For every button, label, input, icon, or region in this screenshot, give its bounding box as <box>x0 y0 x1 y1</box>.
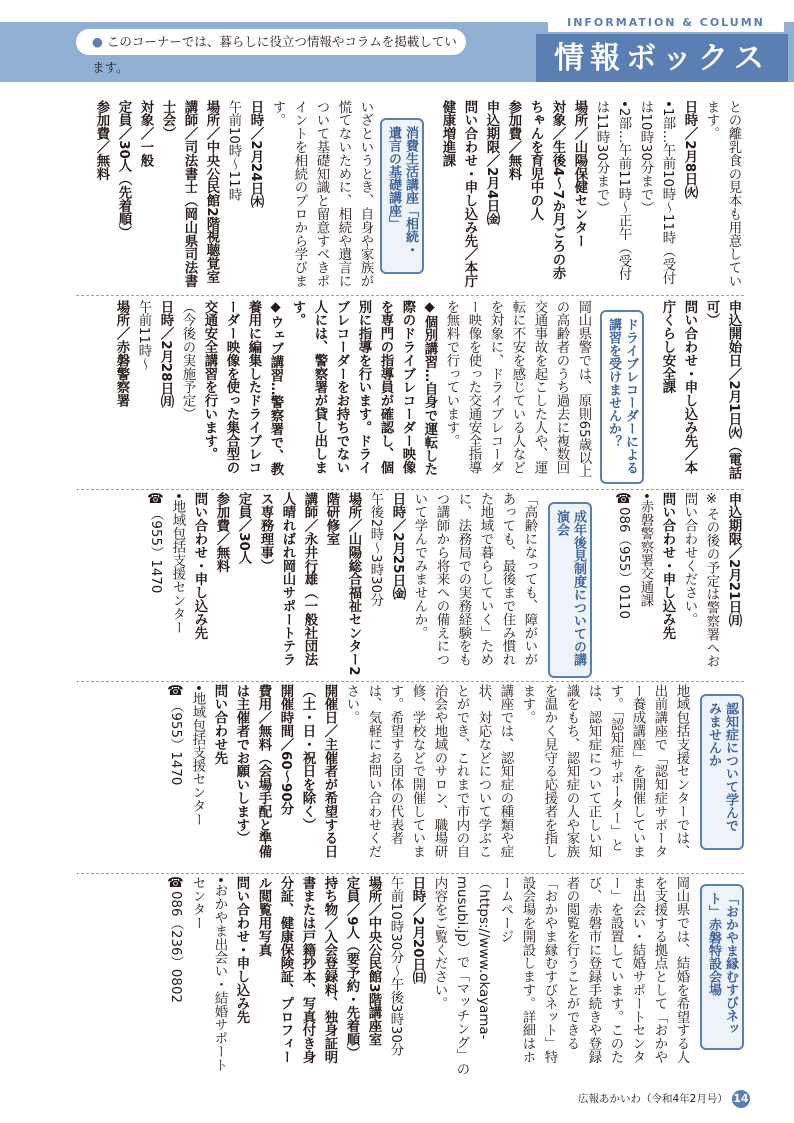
publication-name: 広報あかいわ（令和4年2月号） <box>578 1093 728 1105</box>
body-line: 地域包括支援センターでは、出前講座で「認知症サポーター養成講座」を開催しています。「認知症サポーター」とは、認知症について正しい知識をもち、認知症の人や家族を温かく見守る応援者を指します。 <box>520 684 689 859</box>
divider <box>76 295 744 296</box>
body-line: 開催時間／60〜90分 <box>278 684 293 816</box>
cont-line: との離乳食の見本も用意しています。 <box>704 100 741 288</box>
cont-line: 問い合わせ・申し込み先／本庁くらし安全課 <box>660 300 697 475</box>
body-line: 日時／2月24日㈭ <box>248 100 263 209</box>
band-dementia <box>76 684 744 870</box>
body-line: 定員／30人（先着順） <box>116 100 131 240</box>
section-label-guardian: 成年後見制度についての講演会 <box>548 502 592 678</box>
body-line: 参加費／無料 <box>214 492 229 573</box>
body-line: 日時／2月25日㈮ <box>390 492 405 601</box>
consumer-body <box>76 100 376 290</box>
body-line: ☎086（236）0802 <box>168 876 183 1003</box>
dementia-body <box>76 684 692 870</box>
band-drive <box>76 300 744 486</box>
body-line: 問い合わせ・申し込み先 <box>192 492 207 640</box>
divider <box>76 681 744 682</box>
cont-line: 問い合わせ・申し込み先／本庁健康増進課 <box>440 100 477 288</box>
body-line: 開催日／主催者が希望する日（土・日・祝日を除く） <box>300 684 337 859</box>
body-line: （今後の実施予定） <box>180 300 195 421</box>
drive-body <box>76 300 594 486</box>
body-line: ☎（955）1470 <box>168 684 183 786</box>
band-consumer <box>76 100 744 290</box>
body-line: いざというとき、自身や家族が慌てないために、相続や遺言について基礎知識と留意すべきポイントを相続のプロから学びます。 <box>270 100 373 288</box>
cont-line: 日時／2月8日㈫ <box>682 100 697 200</box>
continued-baby-food <box>424 100 744 290</box>
page-header <box>0 0 794 96</box>
body-line: 日時／2月20日㈰ <box>410 876 425 985</box>
marriage-body <box>76 876 692 1076</box>
cont-line: 場所／山陽保健センター <box>572 100 587 248</box>
body-line: 持ち物／入会登録料、独身証明書または戸籍抄本、写真付き身分証、健康保険証、プロフィール閲覧用写真 <box>256 876 337 1064</box>
body-line: •おかやま出会い・結婚サポートセンター <box>190 876 227 1072</box>
cont-line: 問い合わせ・申し込み先 <box>660 492 675 640</box>
divider <box>76 489 744 490</box>
body-line: 場所／中央公民館2階視聴覚室 <box>204 100 219 284</box>
body-line: •地域包括支援センター <box>170 492 185 634</box>
intro-pill <box>76 29 466 75</box>
body-line: 「高齢になっても、障がいがあっても、最後まで住み慣れた地域で暮らしていく」ために、法務局での実務経験をもつ講師から将来への備えについて学んでみませんか。 <box>412 492 537 667</box>
body-line: 午前10時30分〜午後3時30分 <box>388 876 403 1057</box>
cont-line: 申込期限／2月4日㈮ <box>484 100 499 226</box>
body-line: 日時／2月28日㈪ <box>158 300 173 409</box>
cont-line: 参加費／無料 <box>506 100 521 181</box>
body-line: 午前11時〜 <box>136 300 151 371</box>
guardian-body <box>76 492 540 678</box>
body-line: 講座では、認知症の種類や症状、対応などについて学ぶことができ、これまで市内の自治会や地域のサロン、職場研修、学校などで開催しています。希望する団体の代表者は、気軽にお問い合わせください。 <box>344 684 513 859</box>
body-line: 対象／一般 <box>138 100 153 167</box>
body-line: 場所／赤磐警察署 <box>114 300 129 408</box>
section-label-drive: ドライブレコーダーによる講習を受けませんか？ <box>600 310 644 484</box>
body-line: 岡山県警では、原則65歳以上の高齢者のうち過去に複数回交通事故を起こした人や、運転に不安を感じている人などを対象に、ドライブレコーダー映像を使った交通安全指導を無料で行っています。 <box>444 300 591 478</box>
body-line: 午後2時〜3時30分 <box>368 492 383 607</box>
continued-lecture <box>660 300 744 486</box>
body-line: 岡山県では、結婚を希望する人を支援する拠点として「おかやま出会い・結婚サポートセンター」を設置しています。このたび、赤磐市に登録手続きや登録者の閲覧を行うことができる「おかやま縁むすびネット」特設会場を開設します。詳細はホームページ（https://www.okayama-musubi.jp）で「マッチング」の内容をご覧ください。 <box>432 876 689 1076</box>
body-line: 場所／中央公民館3階講座室 <box>366 876 381 1047</box>
info-column-label: INFORMATION & COLUMN <box>548 14 784 32</box>
band-guardian <box>76 492 744 678</box>
body-line: ◆個別講習…自身で運転した際のドライブレコーダー映像を専門の指導員が確認し、個別に指導を行います。ドライブレコーダーをお持ちでない人には、警察署が貸し出します。 <box>290 300 437 476</box>
continued-drive <box>584 492 744 678</box>
body-line: ◆ウェブ講習…警察署で、教養用に編集したドライブレコーダー映像を使った集合型の交通安全講習を行います。 <box>202 300 283 476</box>
body-line: 問い合わせ・申し込み先 <box>234 876 249 1024</box>
cont-line: 申込期限／2月21日㈪ <box>726 492 741 628</box>
body-line: 定員／9人（要予約・先着順） <box>344 876 359 1060</box>
cont-line: 申込開始日／2月1日㈫（電話可） <box>704 300 741 480</box>
body-line: •地域包括支援センター <box>190 684 205 826</box>
cont-line: •1部…午前10時〜11時（受付は10時30分まで） <box>638 100 675 285</box>
body-line: ☎（955）1470 <box>148 492 163 594</box>
cont-line: •2部…午前11時〜正午（受付は11時30分まで） <box>594 100 631 281</box>
page-number: 14 <box>732 1090 750 1108</box>
body-line: 問い合わせ先 <box>212 684 227 765</box>
body-line: 場所／山陽総合福祉センター2階研修室 <box>324 492 361 676</box>
body-line: 午前10時〜11時 <box>226 100 241 202</box>
section-label-consumer: 消費生活講座「相続・遺言の基礎講座」 <box>380 118 424 274</box>
body-line: 講師／司法書士（岡山県司法書士会） <box>160 100 197 288</box>
section-label-marriage: 「おかやま縁むすびネット」赤磐特設会場 <box>700 884 744 1050</box>
cont-line: •赤磐警察署交通課 <box>638 492 653 608</box>
body-line: 参加費／無料 <box>94 100 109 181</box>
cont-line: ☎086（955）0110 <box>616 492 631 619</box>
body-line: 定員／30人 <box>236 492 251 565</box>
intro-text: このコーナーでは、暮らしに役立つ情報やコラムを掲載しています。 <box>92 34 457 75</box>
section-label-dementia: 認知症について学んでみませんか <box>700 694 744 850</box>
divider <box>76 873 744 874</box>
body-line: 講師／永井行雄（一般社団法人晴ればれ岡山サポートテラス専務理事） <box>258 492 317 667</box>
page-title: 情報ボックス <box>554 41 770 76</box>
band-marriage <box>76 876 744 1076</box>
cont-line: 対象／生後4〜7か月ごろの赤ちゃんを育児中の人 <box>528 100 565 280</box>
page-footer <box>578 1090 768 1110</box>
body-line: 費用／無料（会場手配と準備は主催者でお願いします） <box>234 684 271 859</box>
bullet-icon: ● <box>92 34 103 49</box>
cont-line: ※その後の予定は警察署へお問い合わせください。 <box>682 492 719 668</box>
